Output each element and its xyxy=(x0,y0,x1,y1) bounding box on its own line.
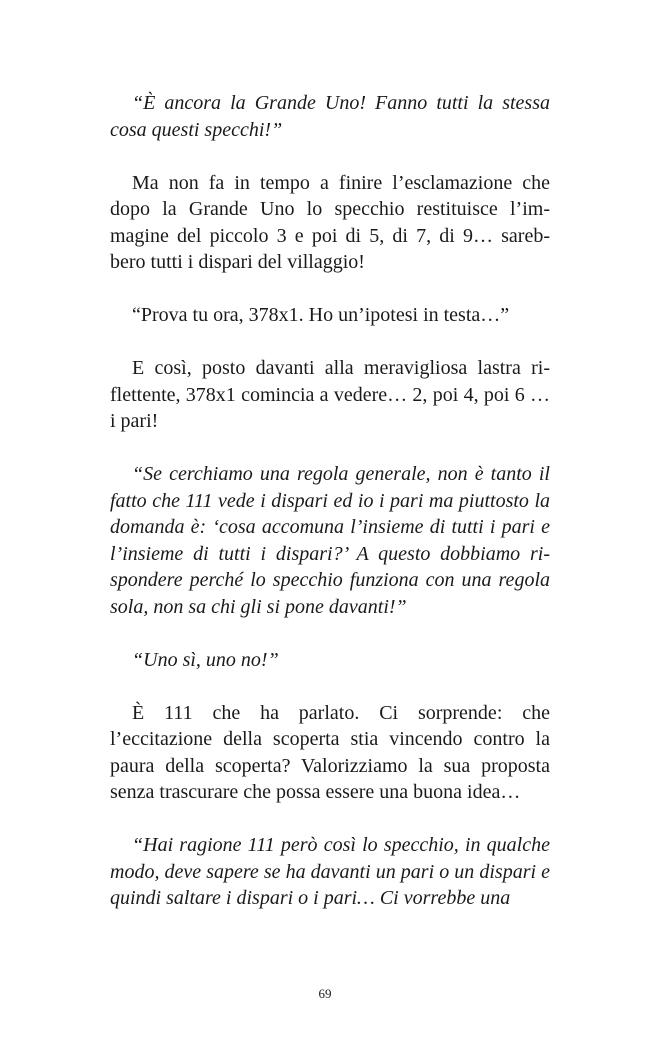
paragraph xyxy=(110,461,550,620)
paragraph xyxy=(110,170,550,276)
paragraph-gap xyxy=(110,276,550,303)
text-line: Ma non fa in tempo a finire l’esclamazione che xyxy=(132,171,550,194)
paragraph xyxy=(110,700,550,806)
text-line: e l’insieme di tutti i dispari?’ A questo dobbiamo ri- xyxy=(110,516,550,565)
text-line: 6 … i pari! xyxy=(110,383,551,432)
text-line: la domanda è: ‘cosa accomuna l’insieme di tutti i pari xyxy=(110,489,550,538)
paragraph-gap xyxy=(110,143,550,170)
paragraph xyxy=(110,647,550,674)
text-line: cosa questi specchi!” xyxy=(110,118,283,141)
paragraph-gap xyxy=(110,329,550,356)
paragraph-gap xyxy=(110,620,550,647)
text-line: spondere perché lo specchio funziona con una regola xyxy=(110,569,550,591)
text-line: flettente, 378x1 comincia a vedere… 2, poi 4, poi xyxy=(110,383,510,406)
text-line: e quindi saltare i dispari o i pari… Ci vorrebbe una xyxy=(110,860,551,909)
paragraph xyxy=(110,832,550,912)
text-line: paura della scoperta? Valorizziamo la sua proposta xyxy=(110,754,550,777)
text-line: “È ancora la Grande Uno! Fanno tutti la stessa xyxy=(132,92,550,114)
paragraph xyxy=(110,90,550,143)
text-line: bero tutti i dispari del villaggio! xyxy=(110,251,365,273)
text-line: modo, deve sapere se ha davanti un pari o un dispari xyxy=(110,860,537,883)
page-number: 69 xyxy=(318,986,332,1001)
text-line: dopo la Grande Uno lo specchio restituisce l’im- xyxy=(110,198,550,220)
text-line: sola, non sa chi gli si pone davanti!” xyxy=(110,595,407,618)
text-line: l’eccitazione della scoperta stia vincendo contro la xyxy=(110,728,550,750)
page-body xyxy=(110,90,550,912)
paragraph xyxy=(110,302,550,329)
paragraph-gap xyxy=(110,806,550,833)
paragraph-gap xyxy=(110,435,550,462)
paragraph xyxy=(110,355,550,435)
text-line: E così, posto davanti alla meravigliosa lastra ri- xyxy=(132,357,550,379)
text-line: “Hai ragione 111 però così lo specchio, in qualche xyxy=(132,834,550,856)
text-line: “Prova tu ora, 378x1. Ho un’ipotesi in testa…” xyxy=(132,304,510,326)
text-line: “Se cerchiamo una regola generale, non è tanto il xyxy=(132,463,550,485)
text-line: fatto che 111 vede i dispari ed io i pari ma piuttosto xyxy=(110,489,529,512)
text-line: magine del piccolo 3 e poi di 5, di 7, di 9… sareb- xyxy=(110,224,550,247)
text-line: senza trascurare che possa essere una buona idea… xyxy=(110,781,521,803)
paragraph-gap xyxy=(110,673,550,700)
text-line: È 111 che ha parlato. Ci sorprende: che xyxy=(132,701,550,724)
text-line: “Uno sì, uno no!” xyxy=(132,648,279,671)
